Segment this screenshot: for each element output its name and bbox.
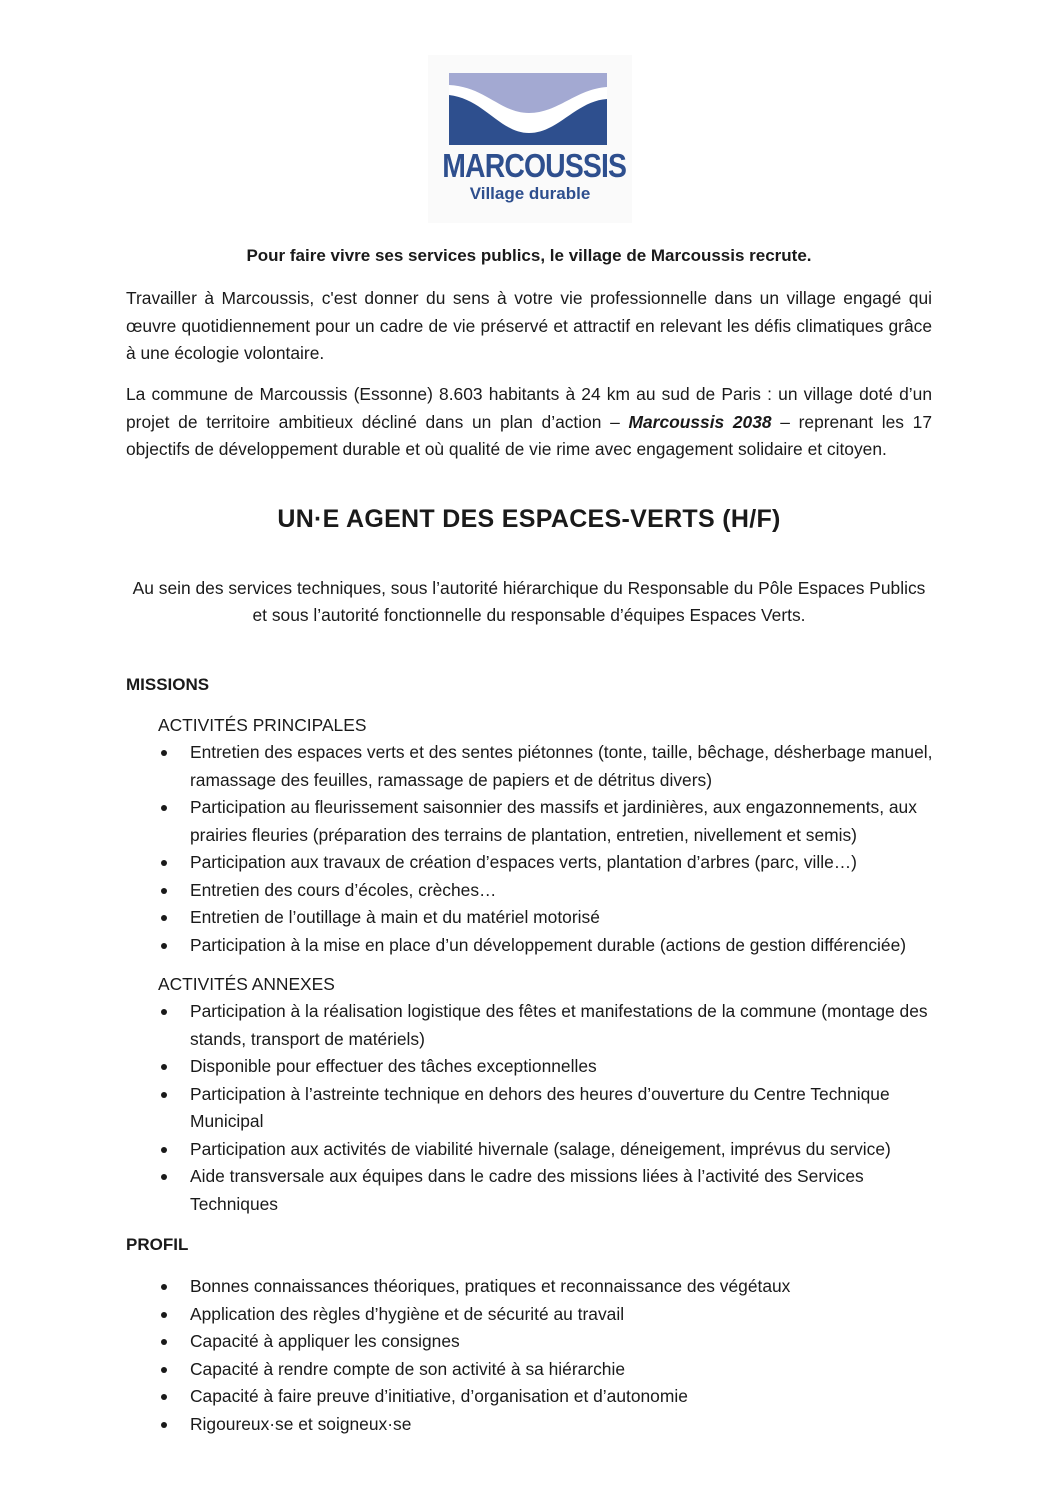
- list-item: [126, 1356, 946, 1384]
- list-item-text: Aide transversale aux équipes dans le cadre des missions liées à l’activité des Services Techniques: [190, 1166, 864, 1214]
- list-item: [126, 1053, 946, 1081]
- bullet-icon: [161, 1367, 167, 1373]
- context-line-2: et sous l’autorité fonctionnelle du responsable d’équipes Espaces Verts.: [252, 605, 806, 625]
- list-item-text: Participation à la mise en place d’un développement durable (actions de gestion différenciée): [190, 934, 907, 955]
- list-item-text: Participation à l’astreinte technique en dehors des heures d’ouverture du Centre Technique Municipal: [190, 1083, 890, 1131]
- bullet-icon: [161, 860, 167, 866]
- list-item: [126, 1163, 946, 1218]
- paragraph-2-text-end: – reprenant les 17 objectifs de développement durable et où qualité de vie rime avec engagement solidaire et citoyen.: [126, 411, 932, 459]
- list-item: [126, 1136, 946, 1164]
- bullet-icon: [161, 915, 167, 921]
- bullet-icon: [161, 1064, 167, 1070]
- paragraph-2-text: La commune de Marcoussis (Essonne) 8.603 habitants à 24 km au sud de Paris : un village doté d’un projet de territoire ambitieux décliné dans un plan d’action –: [126, 384, 932, 432]
- list-item-text: Entretien des cours d’écoles, crèches…: [190, 879, 497, 900]
- list-item: [126, 1411, 946, 1439]
- list-item: [126, 1383, 946, 1411]
- list-item: [126, 904, 946, 932]
- bullet-icon: [161, 888, 167, 894]
- list-item-text: Disponible pour effectuer des tâches exceptionnelles: [190, 1056, 597, 1076]
- job-title: UN·E AGENT DES ESPACES-VERTS (H/F): [277, 505, 781, 533]
- annex-activities-heading: ACTIVITÉS ANNEXES: [158, 974, 335, 994]
- list-item: [126, 1328, 946, 1356]
- list-item-text: Capacité à appliquer les consignes: [190, 1331, 460, 1351]
- list-item: [126, 794, 946, 849]
- annex-activities-list: [126, 998, 946, 1218]
- bullet-icon: [161, 1339, 167, 1345]
- list-item-text: Participation à la réalisation logistique des fêtes et manifestations de la commune (montage des stands, transport de matériels): [190, 1001, 928, 1049]
- bullet-icon: [161, 943, 167, 949]
- list-item-text: Capacité à faire preuve d’initiative, d’organisation et d’autonomie: [190, 1386, 688, 1406]
- list-item-text: Entretien des espaces verts et des sentes piétonnes (tonte, taille, bêchage, désherbage manuel, ramassage des feuilles, ramassage de papiers et de détritus divers): [190, 742, 933, 790]
- bullet-icon: [161, 1394, 167, 1400]
- bullet-icon: [161, 1147, 167, 1153]
- list-item-text: Application des règles d’hygiène et de sécurité au travail: [190, 1303, 625, 1324]
- list-item: [126, 932, 946, 960]
- job-context: [100, 575, 958, 629]
- list-item: [126, 739, 946, 794]
- plan-name: Marcoussis 2038: [628, 411, 772, 432]
- bullet-icon: [161, 1312, 167, 1318]
- logo-name: MARCOUSSIS: [442, 147, 627, 184]
- profil-list: [126, 1273, 946, 1438]
- list-item: [126, 1301, 946, 1329]
- list-item-text: Participation aux travaux de création d’espaces verts, plantation d’arbres (parc, ville…): [190, 852, 857, 872]
- list-item-text: Rigoureux·se et soigneux·se: [190, 1413, 412, 1434]
- list-item: [126, 1273, 946, 1301]
- list-item: [126, 1081, 946, 1136]
- intro-paragraph-1: Travailler à Marcoussis, c'est donner du sens à votre vie professionnelle dans un village engagé qui œuvre quotidiennement pour un cadre de vie préservé et attractif en relevant les défis climatiques grâce à une écologie volontaire.: [126, 288, 932, 363]
- principal-activities-heading: ACTIVITÉS PRINCIPALES: [158, 715, 367, 735]
- context-line-1: Au sein des services techniques, sous l’autorité hiérarchique du Responsable du Pôle Espaces Publics: [132, 578, 926, 598]
- list-item-text: Participation aux activités de viabilité hivernale (salage, déneigement, imprévus du service): [190, 1138, 891, 1159]
- intro-title: Pour faire vivre ses services publics, le village de Marcoussis recrute.: [246, 246, 812, 265]
- list-item: [126, 998, 946, 1053]
- principal-activities-list: [126, 739, 946, 959]
- list-item: [126, 849, 946, 877]
- missions-heading: MISSIONS: [126, 675, 210, 694]
- marcoussis-logo: [428, 55, 632, 223]
- list-item-text: Bonnes connaissances théoriques, pratiques et reconnaissance des végétaux: [190, 1276, 791, 1296]
- bullet-icon: [161, 1009, 167, 1015]
- bullet-icon: [161, 805, 167, 811]
- profil-heading: PROFIL: [126, 1235, 189, 1254]
- list-item-text: Entretien de l’outillage à main et du matériel motorisé: [190, 907, 600, 927]
- bullet-icon: [161, 1174, 167, 1180]
- intro-paragraph-2: [126, 381, 932, 464]
- logo-wave-icon: [428, 55, 632, 155]
- bullet-icon: [161, 750, 167, 756]
- bullet-icon: [161, 1422, 167, 1428]
- bullet-icon: [161, 1284, 167, 1290]
- logo-tagline: Village durable: [469, 184, 591, 203]
- list-item-text: Participation au fleurissement saisonnier des massifs et jardinières, aux engazonnements, aux prairies fleuries (préparation des terrains de plantation, entretien, nivellement et semis): [190, 797, 917, 845]
- list-item-text: Capacité à rendre compte de son activité à sa hiérarchie: [190, 1358, 626, 1379]
- bullet-icon: [161, 1092, 167, 1098]
- list-item: [126, 877, 946, 905]
